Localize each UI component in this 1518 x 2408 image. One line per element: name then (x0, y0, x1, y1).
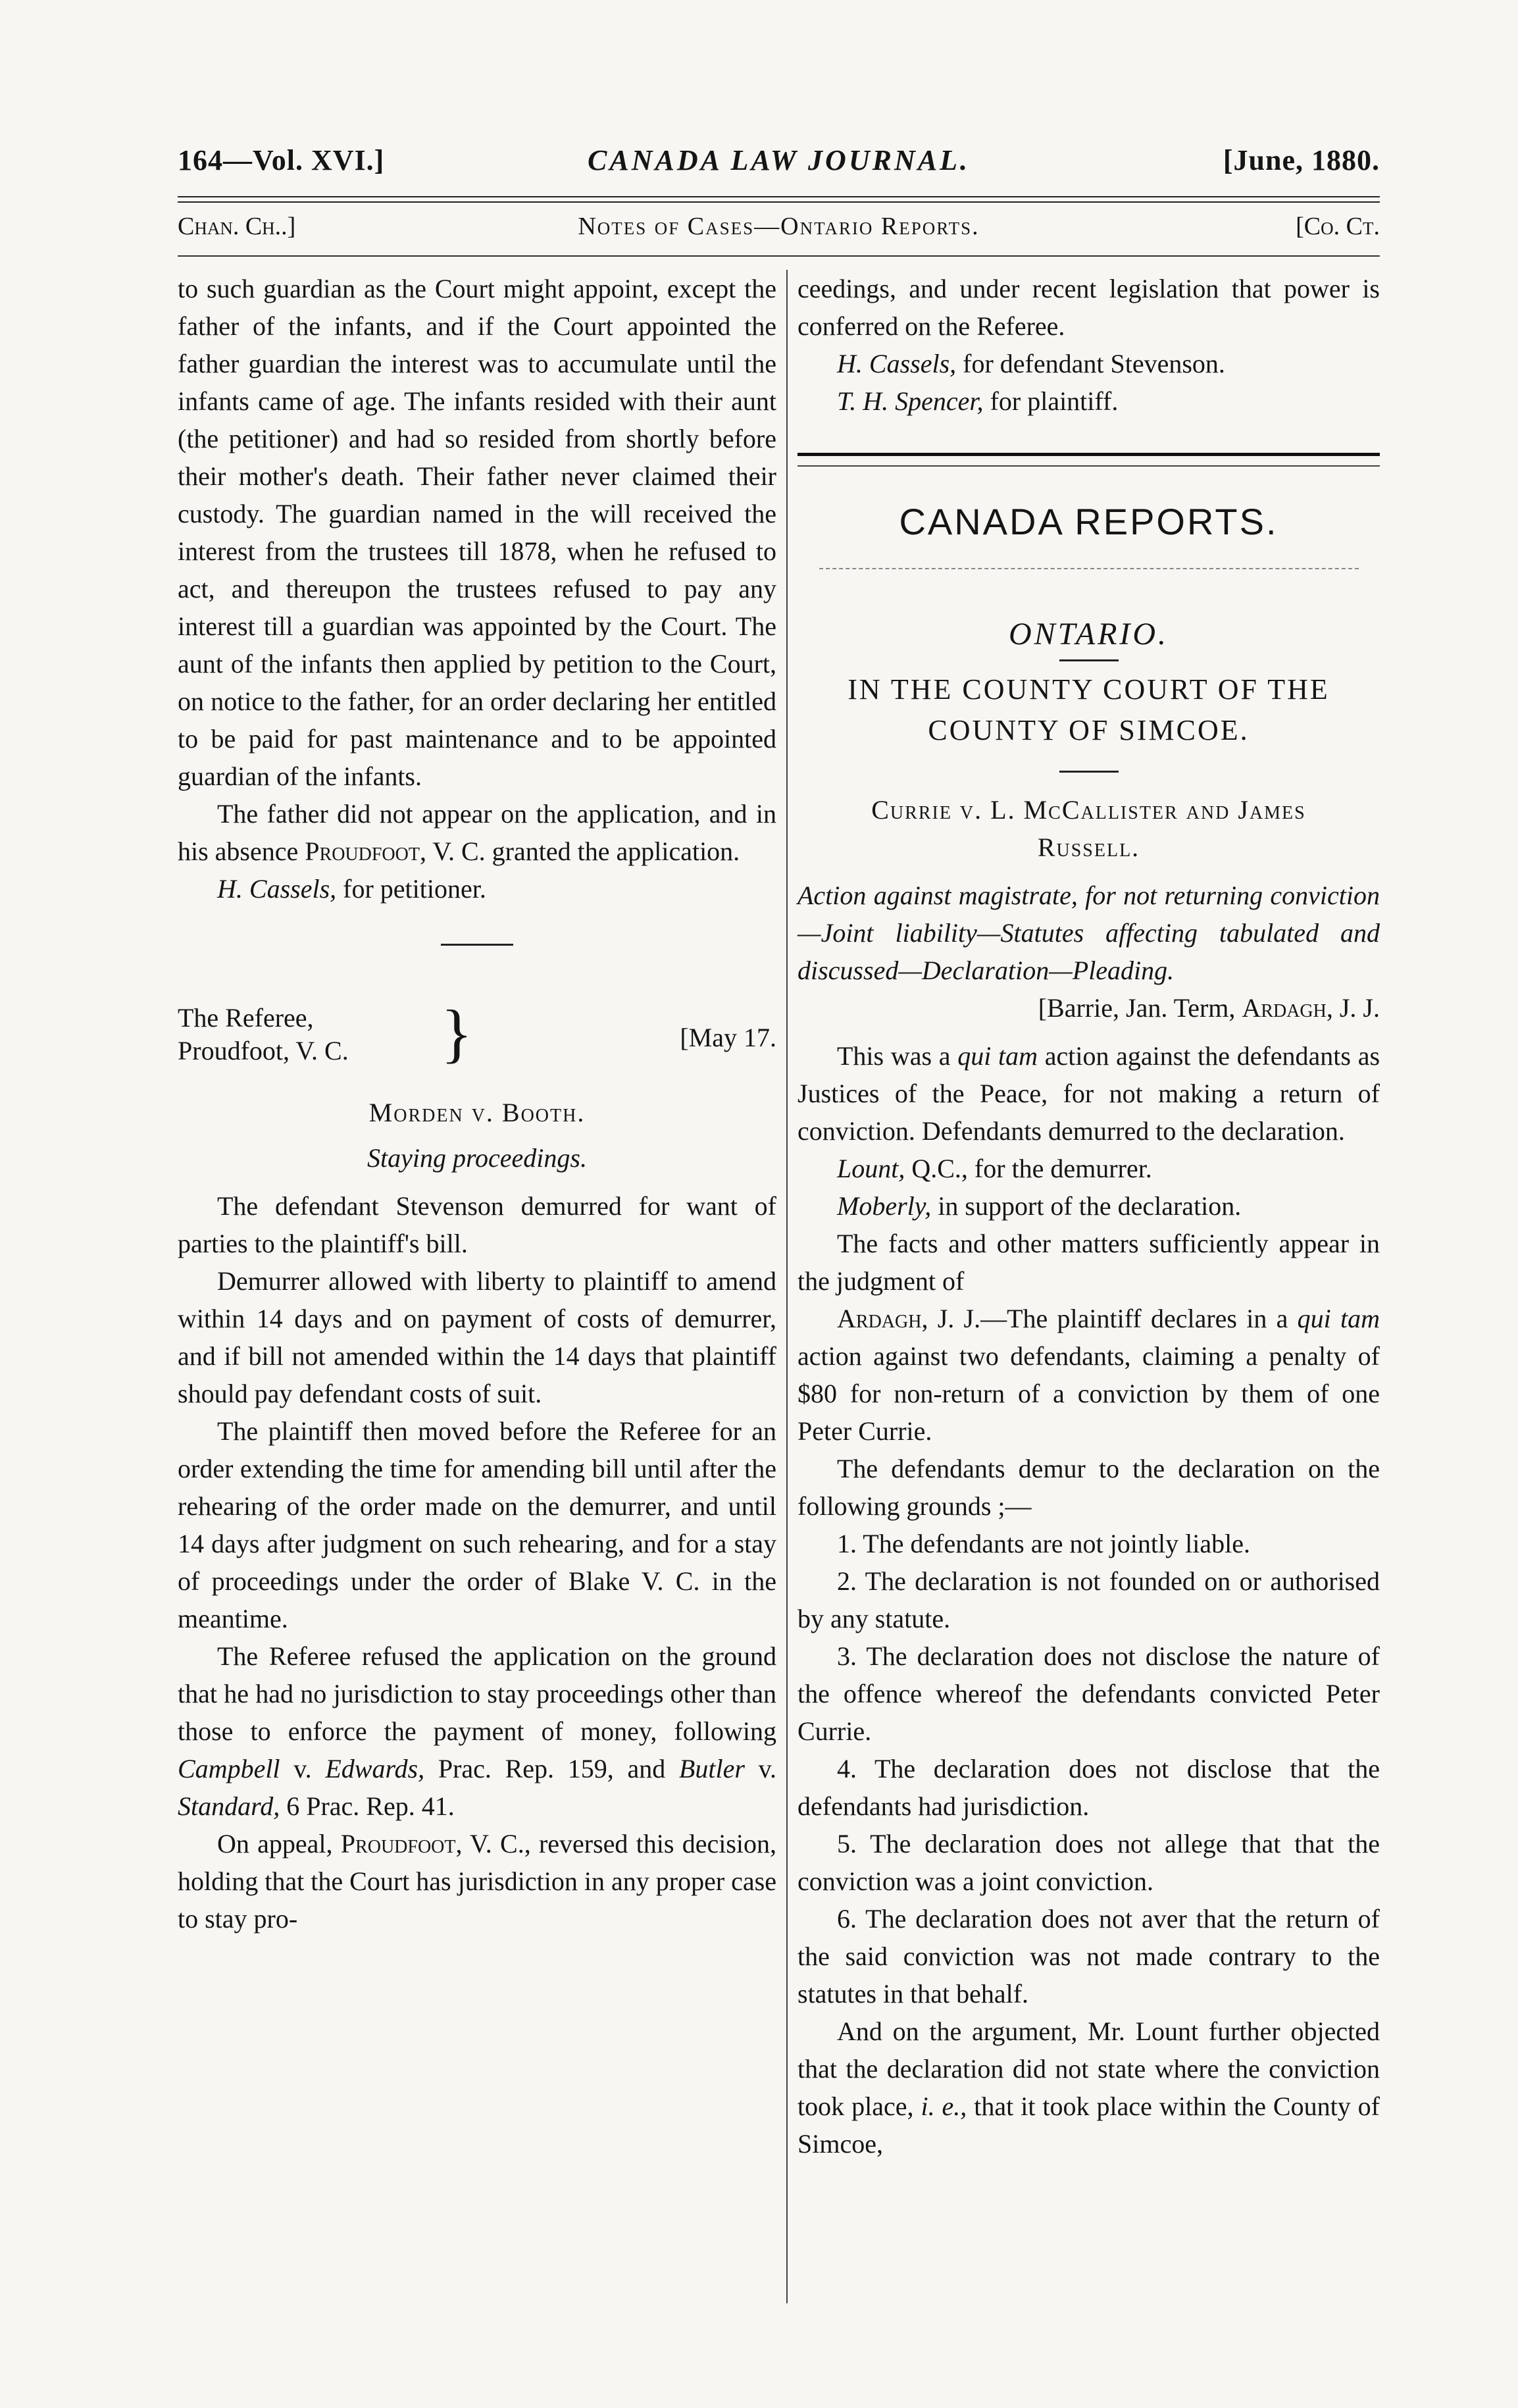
issue-date: [June, 1880. (1223, 144, 1380, 176)
reports-title: CANADA REPORTS. (899, 501, 1278, 542)
dotted-rule (819, 568, 1359, 569)
counsel-line: T. H. Spencer, for plaintiff. (837, 386, 1119, 416)
counsel-name: H. Cassels, (837, 349, 957, 378)
case-citation: Campbell (178, 1754, 280, 1783)
paragraph: The father did not appear on the application, and in his absence Proudfoot, V. C. granted the application. (178, 799, 776, 866)
paragraph: Demurrer allowed with liberty to plaintiff to amend within 14 days and on payment of costs of demurrer, and if bill not amended within the 14 days that plaintiff should pay defendant costs of suit. (178, 1266, 776, 1408)
counsel-line: Lount, Q.C., for the demurrer. (837, 1154, 1152, 1183)
thin-rule (797, 465, 1380, 467)
paragraph: The plaintiff then moved before the Referee for an order extending the time for amending bill until after the rehearing of the order made on the demurrer, and until 14 days after judgment on such rehearing, and for a stay of proceedings under the order of Blake V. C. in the meantime. (178, 1416, 776, 1633)
right-column (797, 270, 1380, 2163)
volume-number: 164—Vol. XVI.] (178, 144, 385, 176)
paragraph: The facts and other matters sufficiently appear in the judgment of (797, 1229, 1380, 1296)
section-title: Notes of Cases—Ontario Reports. (578, 213, 980, 240)
separator-rule (1059, 771, 1119, 773)
ground-item: 5. The declaration does not allege that that the conviction was a joint conviction. (797, 1829, 1380, 1896)
running-head (178, 143, 1380, 183)
province-title: ONTARIO. (1008, 617, 1169, 652)
judge-name: Ardagh, J. J. (837, 1304, 981, 1333)
headnote: Action against magistrate, for not returning conviction—Joint liability—Statutes affecting tabulated and discussed—Declaration—Pleading. (797, 881, 1380, 985)
paragraph: The defendant Stevenson demurred for want of parties to the plaintiff's bill. (178, 1191, 776, 1258)
case-citation: Standard, (178, 1791, 280, 1821)
ground-item: 3. The declaration does not disclose the nature of the offence whereof the defendants convicted Peter Currie. (797, 1641, 1380, 1746)
header-rule (178, 196, 1380, 203)
paragraph: ceedings, and under recent legislation that power is conferred on the Referee. (797, 274, 1380, 341)
counsel-name: Moberly, (837, 1191, 932, 1221)
court-names (178, 1002, 349, 1067)
paragraph: Ardagh, J. J.—The plaintiff declares in a qui tam action against two defendants, claiming a penalty of $80 for non-return of a conviction by them of one Peter Currie. (797, 1304, 1380, 1446)
case-citation: Edwards, (325, 1754, 425, 1783)
section-right: [Co. Ct. (1296, 213, 1380, 240)
left-column (178, 270, 776, 1937)
counsel-line: H. Cassels, for defendant Stevenson. (837, 349, 1225, 378)
case-subject: Staying proceedings. (367, 1143, 587, 1173)
case-citation: Butler (678, 1754, 745, 1783)
paragraph: The defendants demur to the declaration on the following grounds ;— (797, 1454, 1380, 1521)
separator-rule (441, 944, 513, 946)
court-line: IN THE COUNTY COURT OF THE (848, 673, 1330, 705)
paragraph: This was a qui tam action against the defendants as Justices of the Peace, for not making a return of conviction. Defendants demurred to the declaration. (797, 1041, 1380, 1146)
case-name: Russell. (1037, 833, 1140, 862)
counsel-name: T. H. Spencer, (837, 386, 984, 416)
separator-rule (1059, 659, 1119, 661)
brace-icon: } (441, 996, 472, 1069)
counsel-name: Lount, (837, 1154, 905, 1183)
paragraph: And on the argument, Mr. Lount further objected that the declaration did not state where the conviction took place, i. e., that it took place within the County of Simcoe, (797, 2016, 1380, 2159)
case-name: Currie v. L. McCallister and James (871, 795, 1306, 825)
court-designation (178, 996, 776, 1094)
paragraph: On appeal, Proudfoot, V. C., reversed this decision, holding that the Court has jurisdiction in any proper case to stay pro- (178, 1829, 777, 1934)
section-head (178, 212, 1380, 249)
judge-name: Proudfoot (340, 1829, 456, 1858)
ground-item: 4. The declaration does not disclose that the defendants had jurisdiction. (797, 1754, 1380, 1821)
case-name: Morden v. Booth. (368, 1098, 586, 1127)
counsel-name: H. Cassels, (217, 874, 337, 904)
paragraph: to such guardian as the Court might appoint, except the father of the infants, and if the Court appointed the father guardian the interest was to accumulate until the infants came of age. The infants resided with their aunt (the petitioner) and had so resided from shortly before their mother's death. Their father never claimed their custody. The guardian named in the will received the interest from the trustees till 1878, when he refused to act, and thereupon the trustees refused to pay any interest till a guardian was appointed by the Court. The aunt of the infants then applied by petition to the Court, on notice to the father, for an order declaring her entitled to be paid for past maintenance and to be appointed guardian of the infants. (178, 274, 776, 791)
journal-title: CANADA LAW JOURNAL. (588, 144, 970, 176)
column-divider (786, 270, 788, 2303)
referee-line: Proudfoot, V. C. (178, 1036, 349, 1065)
section-rule (178, 255, 1380, 257)
judge-name: Ardagh, J. J. (1242, 993, 1380, 1023)
judge-name: Proudfoot (305, 836, 420, 866)
referee-line: The Referee, (178, 1003, 314, 1033)
term-line: [Barrie, Jan. Term, Ardagh, J. J. (1038, 993, 1380, 1023)
heavy-rule (797, 453, 1380, 456)
paragraph: The Referee refused the application on the ground that he had no jurisdiction to stay proceedings other than those to enforce the payment of money, following Campbell v. Edwards, Prac. Rep. 159, and Butler v. Standard, 6 Prac. Rep. 41. (178, 1641, 776, 1821)
court-line: COUNTY OF SIMCOE. (928, 714, 1250, 746)
ground-item: 1. The defendants are not jointly liable. (837, 1529, 1250, 1558)
decision-date: [May 17. (680, 1023, 776, 1052)
ground-item: 6. The declaration does not aver that the return of the said conviction was not made contrary to the statutes in that behalf. (797, 1904, 1380, 2009)
counsel-line: H. Cassels, for petitioner. (217, 874, 486, 904)
ground-item: 2. The declaration is not founded on or authorised by any statute. (797, 1566, 1380, 1633)
section-left: Chan. Ch..] (178, 213, 296, 240)
counsel-line: Moberly, in support of the declaration. (837, 1191, 1242, 1221)
